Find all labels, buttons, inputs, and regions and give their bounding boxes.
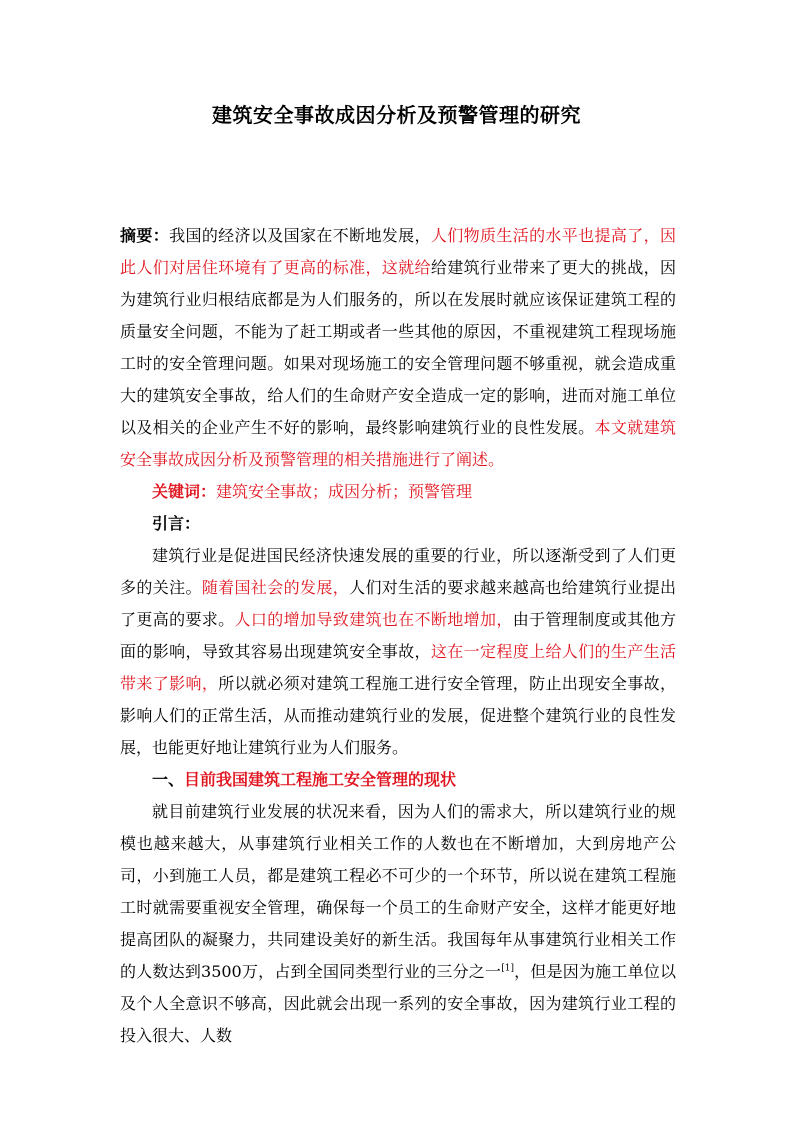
intro-text: 所以就必须对建筑工程施工进行安全管理，防止出现安全事故，影响人们的正常生活，从而推动建筑行业的发展，促进整个建筑行业的良性发展，也能更好地让建筑行业为人们服务。 xyxy=(120,674,676,757)
intro-heading: 引言： xyxy=(152,514,201,533)
intro-highlight: 这在一定程度上给人们的生产生活带来了影响， xyxy=(120,642,676,693)
document-title: 建筑安全事故成因分析及预警管理的研究 xyxy=(212,103,581,127)
abstract-highlight: 本文就建筑安全事故成因分析及预警管理的相关措施进行了阐述。 xyxy=(120,418,676,469)
intro-paragraph xyxy=(120,540,676,764)
intro-highlight: 人口的增加导致建筑也在不断地增加， xyxy=(234,610,513,629)
section-text: 就目前建筑行业发展的状况来看，因为人们的需求大，所以建筑行业的规模也越来越大，从事建筑行业相关工作的人数也在不断增加，大到房地产公司，小到施工人员，都是建筑工程必不可少的一个环节，所以说在建筑工程施工时就需要重视安全管理，确保每一个员工的生命财产安全，这样才能更好地提高团队的凝聚力，共同建设美好的新生活。我国每年从事建筑行业相关工作的人数达到3500万，占到全国同类型行业的三分之一 xyxy=(120,802,676,981)
abstract-text: 给建筑行业带来了更大的挑战，因为建筑行业归根结底都是为人们服务的，所以在发展时就应该保证建筑工程的质量安全问题，不能为了赶工期或者一些其他的原因，不重视建筑工程现场施工时的安全管理问题。如果对现场施工的安全管理问题不够重视，就会造成重大的建筑安全事故，给人们的生命财产安全造成一定的影响，进而对施工单位以及相关的企业产生不好的影响，最终影响建筑行业的良性发展。 xyxy=(120,258,676,437)
intro-highlight: 随着国社会的发展， xyxy=(201,578,350,597)
keywords-paragraph xyxy=(120,476,676,508)
section-text: ，但是因为施工单位以及个人全意识不够高，因此就会出现一系列的安全事故，因为建筑行业工程的投入很大、人数 xyxy=(120,962,676,1045)
intro-text: 由于管理制度或其他方面的影响，导致其容易出现建筑安全事故， xyxy=(120,610,676,661)
abstract-text: 我国的经济以及国家在不断地发展， xyxy=(169,226,431,245)
section-heading xyxy=(120,764,676,796)
citation-marker: [1] xyxy=(501,963,514,974)
abstract-highlight: 人们物质生活的水平也提高了，因此人们对居住环境有了更高的标准，这就给 xyxy=(120,226,676,277)
intro-text: 人们对生活的要求越来越高也给建筑行业提出了更高的要求。 xyxy=(120,578,676,629)
abstract-paragraph xyxy=(120,220,676,476)
intro-text: 建筑行业是促进国民经济快速发展的重要的行业，所以逐渐受到了人们更多的关注。 xyxy=(120,546,676,597)
section-number: 一、 xyxy=(152,770,185,789)
section-paragraph xyxy=(120,796,676,1052)
keywords-text: 建筑安全事故；成因分析；预警管理 xyxy=(216,482,473,501)
abstract-label: 摘要： xyxy=(120,226,170,245)
document-body xyxy=(120,220,676,1052)
keywords-label: 关键词： xyxy=(152,482,217,501)
section-heading-text: 目前我国建筑工程施工安全管理的现状 xyxy=(184,770,457,789)
